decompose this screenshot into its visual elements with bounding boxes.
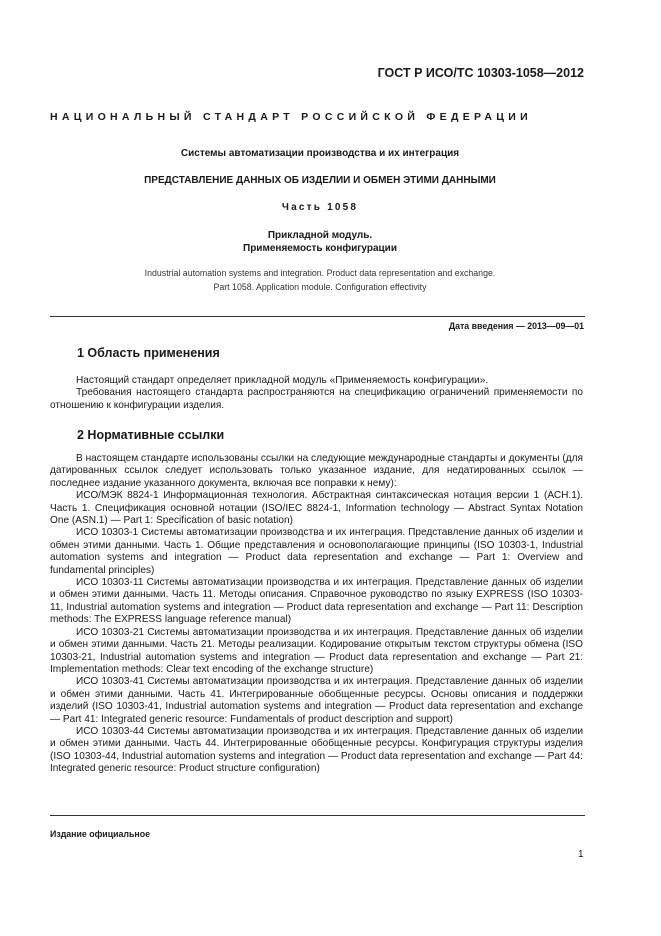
reference-item: ИСО 10303-11 Системы автоматизации производства и их интеграция. Представление данных об изделии и обмен этими данными. Часть 11. Методы описания. Справочное руководство по языку EXPRESS (ISO 10303-11, Industrial automation systems and integration — Product data representation and exchange — Part 11: Description methods: The EXPRESS language reference manual) [50,577,583,626]
title-module-line1: Прикладной модуль. [267,230,373,241]
section1-paragraph: Требования настоящего стандарта распространяются на спецификацию ограничений применяемости по отношению к конфигурации изделия. [50,387,583,411]
bottom-divider [50,815,585,816]
reference-item: ИСО 10303-21 Системы автоматизации производства и их интеграция. Представление данных об изделии и обмен этими данными. Часть 21. Методы реализации. Кодирование открытым текстом структуры обмена (ISO 10303-21, Industrial automation systems and integration — Product data representation and exchange — Part 21: Implementation methods: Clear text encoding of the exchange structure) [50,626,583,675]
section1-heading: 1 Область применения [77,346,220,360]
title-part: Часть 1058 [281,202,359,213]
title-module [50,229,590,255]
section2-paragraph: В настоящем стандарте использованы ссылки на следующие международные стандарты и документы (для датированных ссылок следует использовать только указанное издание, для недатированных ссылок — последнее издание указанного документа, включая все поправки к нему): [50,453,583,489]
title-series: Системы автоматизации производства и их интеграция [180,148,460,159]
reference-item: ИСО 10303-1 Системы автоматизации производства и их интеграция. Представление данных об изделии и обмен этими данными. Часть 1. Общие представления и основополагающие принципы (ISO 10303-1, Industrial automation systems and integration — Product data representation and exchange — Part 1: Overview and fundamental principles) [50,527,583,576]
document-code: ГОСТ Р ИСО/ТС 10303-1058—2012 [377,66,584,80]
section2-body [50,453,583,776]
reference-item: ИСО 10303-41 Системы автоматизации производства и их интеграция. Представление данных об изделии и обмен этими данными. Часть 41. Интегрированные обобщенные ресурсы. Основы описания и поддержки изделий (ISO 10303-41, Industrial automation systems and integration — Product data representation and exchange — Part 41: Integrated generic resource: Fundamentals of product description and support) [50,676,583,725]
title-english [50,266,590,294]
section1-body [50,375,583,412]
reference-item: ИСО/МЭК 8824-1 Информационная технология. Абстрактная синтаксическая нотация версии 1 (АСН.1). Часть 1. Спецификация основной нотации (ISO/IEC 8824-1, Information technology — Abstract Syntax Notation One (ASN.1) — Part 1: Specification of basic notation) [50,490,583,527]
section1-paragraph: Настоящий стандарт определяет прикладной модуль «Применяемость конфигурации». [76,375,489,386]
reference-item: ИСО 10303-44 Системы автоматизации производства и их интеграция. Представление данных об изделии и обмен этими данными. Часть 44. Интегрированные обобщенные ресурсы. Конфигурация структуры изделия (ISO 10303-44, Industrial automation systems and integration — Product data representation and exchange — Part 44: Integrated generic resource: Product structure configuration) [50,725,583,775]
title-main: ПРЕДСТАВЛЕНИЕ ДАННЫХ ОБ ИЗДЕЛИИ И ОБМЕН ЭТИМИ ДАННЫМИ [144,175,496,186]
top-divider [50,316,585,317]
title-english-line2: Part 1058. Application module. Configuration effectivity [213,282,427,292]
title-module-line2: Применяемость конфигурации [243,243,397,254]
official-edition-label: Издание официальное [50,829,150,839]
introduction-date: Дата введения — 2013—09—01 [448,321,584,331]
national-standard-banner: НАЦИОНАЛЬНЫЙ СТАНДАРТ РОССИЙСКОЙ ФЕДЕРАЦИИ [50,111,532,123]
page-number: 1 [578,849,584,860]
section2-heading: 2 Нормативные ссылки [77,428,225,442]
title-english-line1: Industrial automation systems and integration. Product data representation and exchange. [144,268,496,278]
